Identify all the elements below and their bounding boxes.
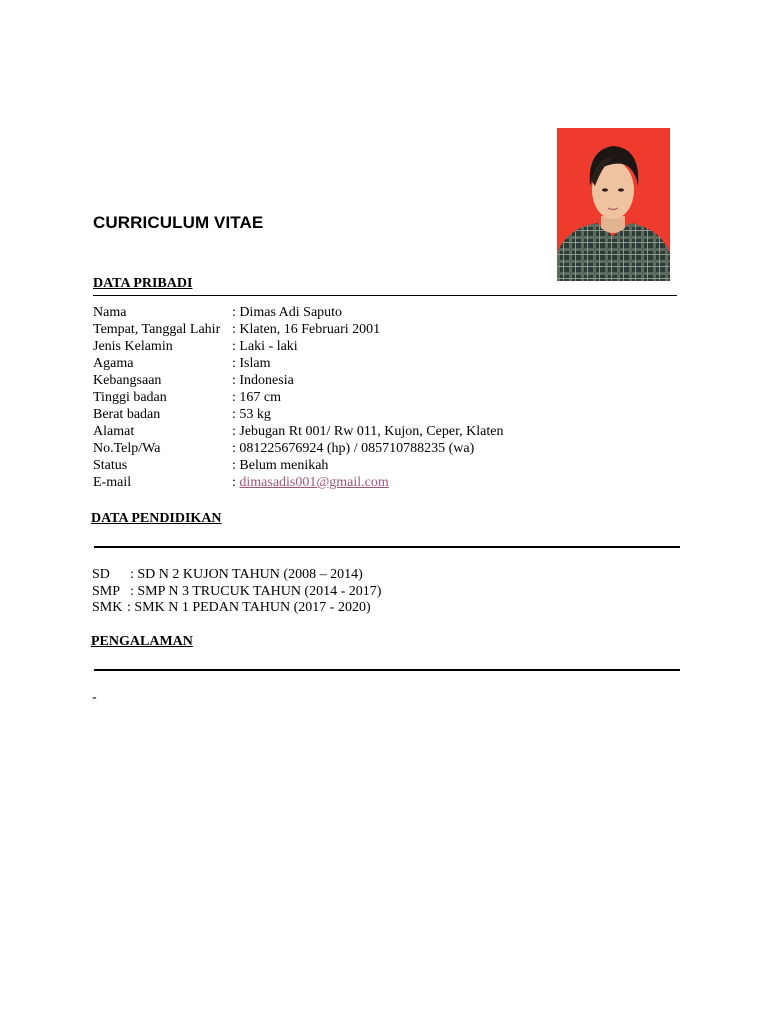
email-link[interactable]: dimasadis001@gmail.com xyxy=(239,475,389,490)
education-divider xyxy=(94,546,680,548)
education-school: : SMP N 3 TRUCUK TAHUN (2014 - 2017) xyxy=(130,583,382,599)
experience-divider xyxy=(94,669,680,671)
info-value: : 081225676924 (hp) / 085710788235 (wa) xyxy=(232,441,475,456)
email-prefix: : xyxy=(232,475,240,490)
info-label: E-mail xyxy=(93,475,132,490)
info-label: Tinggi badan xyxy=(93,390,167,405)
info-label: Jenis Kelamin xyxy=(93,339,173,354)
info-label: Tempat, Tanggal Lahir xyxy=(93,322,221,337)
education-heading: DATA PENDIDIKAN xyxy=(91,511,222,526)
info-value: : Klaten, 16 Februari 2001 xyxy=(232,322,381,337)
profile-photo xyxy=(557,128,670,281)
info-value: : Laki - laki xyxy=(232,339,298,354)
info-label: Alamat xyxy=(93,424,135,439)
info-label: Nama xyxy=(93,305,127,320)
info-value: : Islam xyxy=(232,356,271,371)
education-level: SMP xyxy=(92,583,121,599)
info-value: : Dimas Adi Saputo xyxy=(232,305,343,320)
info-value: : 167 cm xyxy=(232,390,281,405)
personal-data-heading: DATA PRIBADI xyxy=(93,276,193,291)
document-title: CURRICULUM VITAE xyxy=(93,213,264,232)
info-value: : Belum menikah xyxy=(232,458,329,473)
education-school: : SMK N 1 PEDAN TAHUN (2017 - 2020) xyxy=(127,600,371,615)
personal-divider xyxy=(93,295,677,296)
education-school: : SD N 2 KUJON TAHUN (2008 – 2014) xyxy=(130,567,363,582)
info-label: Agama xyxy=(93,356,134,371)
experience-content: - xyxy=(92,690,97,705)
info-label: No.Telp/Wa xyxy=(93,441,161,456)
info-value: : 53 kg xyxy=(232,407,271,422)
info-label: Kebangsaan xyxy=(93,373,162,388)
education-level: SMK xyxy=(92,600,123,615)
info-value xyxy=(232,474,389,491)
experience-heading: PENGALAMAN xyxy=(91,634,193,649)
info-value: : Indonesia xyxy=(232,373,294,388)
info-value: : Jebugan Rt 001/ Rw 011, Kujon, Ceper, Klaten xyxy=(232,424,504,439)
info-label: Status xyxy=(93,458,128,473)
info-label: Berat badan xyxy=(93,407,161,422)
education-level: SD xyxy=(92,567,110,582)
person-portrait-icon xyxy=(557,128,670,281)
